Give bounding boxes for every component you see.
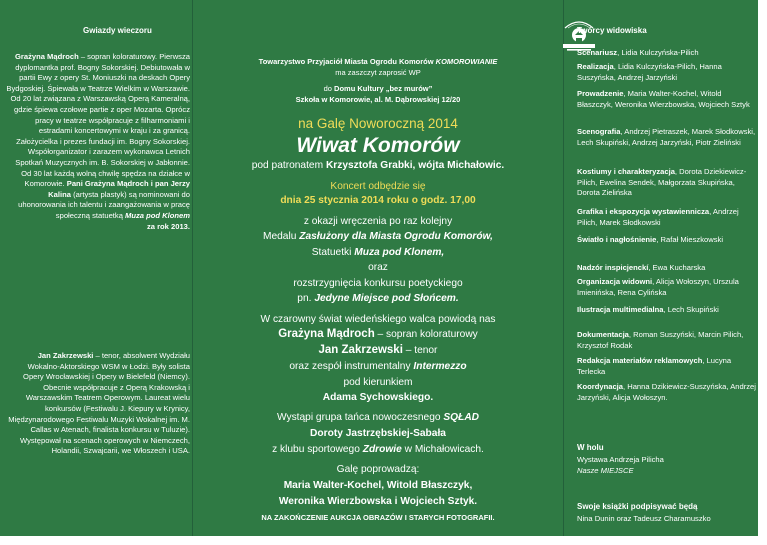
- credit-prowadzenie: Prowadzenie, Maria Walter-Kochel, Witold Błaszczyk, Weronika Wierzbowska, Wojciech Sztyk: [577, 89, 750, 109]
- credit-redakcja: Redakcja materiałów reklamowych, Lucyna Terlecka: [577, 356, 732, 376]
- waltz-line: W czarowny świat wiedeńskiego walca powiodą nas: [260, 314, 496, 325]
- dance-line: Wystąpi grupa tańca nowoczesnego SQŁAD: [276, 412, 480, 423]
- direction-line: pod kierunkiem: [343, 377, 413, 388]
- venue-line: do Domu Kultury „bez murów”: [323, 84, 433, 93]
- occasion-line: z okazji wręczenia po raz kolejny: [303, 216, 453, 227]
- books-heading: Swoje książki podpisywać będą: [577, 502, 698, 511]
- director-name: Adama Sychowskiego.: [322, 392, 434, 403]
- contest-name: Jedyne Miejsce pod Słońcem.: [314, 293, 459, 304]
- concert-date: dnia 25 stycznia 2014 roku o godz. 17,00: [280, 195, 476, 206]
- hall-exhibition: Wystawa Andrzeja Pilicha: [577, 455, 664, 464]
- statuette-line: Statuetki Muza pod Klonem,: [311, 247, 445, 258]
- singer2-name: Jan Zakrzewski: [318, 344, 403, 356]
- credit-scenariusz: Scenariusz, Lidia Kulczyńska-Pilich: [577, 48, 699, 57]
- credit-realizacja: Realizacja, Lidia Kulczyńska-Pilich, Hanna Suszyńska, Andrzej Jarzyński: [577, 62, 722, 82]
- credit-dokumentacja: Dokumentacja, Roman Suszyński, Marcin Pilich, Krzysztof Rodak: [577, 330, 744, 350]
- dance-lead: Doroty Jastrzębskiej-Sabała: [310, 428, 446, 439]
- hall-heading: W holu: [577, 443, 604, 452]
- bio2-text: – tenor, absolwent Wydziału Wokalno-Aktorskiego WSM w Łodzi. Były solista Opery Wrocławskiej i Opery w Bielefeld (Niemcy). Obecnie współpracuje z Operą Krakowską i Warszawskim Teatrem Operowym. Laureat wielu konkursów (Festiwalu J. Kiepury w Krynicy, Międzynarodowego Festiwalu Muzyki Wokalnej im. M. Callas w Atenach, finalista konkursu w Tuluzie). Występował na scenach operowych w Niemczech, Holandii, Szwajcarii, we Włoszech i USA.: [8, 351, 190, 456]
- credits-heading: Twórcy widowiska: [577, 26, 647, 35]
- hall-exhibition-title: Nasze MIEJSCE: [577, 466, 634, 475]
- ensemble-line: oraz zespół instrumentalny Intermezzo: [289, 361, 467, 372]
- bio1-text: – sopran koloraturowy. Pierwsza dyplomantka prof. Bogny Sokorskiej. Debiutowała w partii Ewy z opery St. Moniuszki na deskach Opery Bydgoskiej. Śpiewała w Teatrze Wielkim w Warszawie. Od 20 lat związana z Warszawską Operą Kameralną, gdzie śpiewa czołowe partie z oper Mozarta. Oprócz pracy w teatrze współpracuje z filharmoniami i estradami koncertowymi w kraju i za granicą. Założycielka i prezes fundacji im. Bogny Sokorskiej. Współorganizator i zarazem wykonawca Letnich Spotkań Muzycznych im. B. Sokorskiej w Jabłonnie. Od 30 lat każdą wolną chwilę spędza na działce w Komorowie.: [6, 52, 190, 189]
- credit-swiatlo: Światło i nagłośnienie, Rafał Mieszkowski: [577, 235, 723, 244]
- dance-group: SQŁAD: [443, 412, 480, 423]
- concert-line: Koncert odbędzie się: [330, 181, 426, 192]
- bio1-name: Grażyna Mądroch: [14, 52, 79, 61]
- statuette-name: Muza pod Klonem,: [354, 247, 445, 258]
- contest-name-line: pn. Jedyne Miejsce pod Słońcem.: [297, 293, 459, 304]
- bio-jan-zakrzewski: [6, 351, 190, 457]
- singer1-name: Grażyna Mądroch: [278, 328, 375, 340]
- gala-title: na Galę Noworoczną 2014: [298, 116, 458, 131]
- medal-name: Zasłużony dla Miasta Ogrodu Komorów,: [299, 231, 494, 242]
- venue-name: Domu Kultury „bez murów”: [334, 84, 433, 93]
- bio1-award-mid: (artysta plastyk) są nominowani do uhonorowania ich talentu i zaangażowania w pracę społeczną statuetką: [18, 189, 190, 220]
- patronage-line: pod patronatem Krzysztofa Grabki, wójta Michałowic.: [251, 160, 505, 171]
- credit-ilustracja: Ilustracja multimedialna, Lech Skupiński: [577, 305, 719, 314]
- singer1-line: Grażyna Mądroch – sopran koloraturowy: [278, 328, 478, 340]
- fold-line-left: [192, 0, 193, 536]
- hosts-line-1: Maria Walter-Kochel, Witold Błaszczyk,: [283, 480, 473, 491]
- credit-grafika: Grafika i ekspozycja wystawiennicza, Andrzej Pilich, Marek Słodkowski: [577, 207, 739, 227]
- organizer-name: KOMOROWIANIE: [435, 57, 498, 66]
- club-line: z klubu sportowego Zdrowie w Michałowicach.: [272, 444, 484, 455]
- books-authors: Nina Dunin oraz Tadeusz Charamuszko: [577, 514, 711, 523]
- singer2-line: Jan Zakrzewski – tenor: [318, 344, 438, 356]
- stars-heading: Gwiazdy wieczoru: [83, 26, 152, 35]
- contest-line: rozstrzygnięcia konkursu poetyckiego: [293, 278, 463, 289]
- dance-lead-line: [197, 427, 559, 440]
- credit-kostiumy: Kostiumy i charakteryzacja, Dorota Dziekiewicz-Pilich, Ewelina Sendek, Małgorzata Skupińska, Dorota Zielińska: [577, 167, 747, 198]
- hosts-intro: Galę poprowadzą:: [336, 464, 420, 475]
- patron-name: Krzysztofa Grabki, wójta Michałowic.: [325, 160, 505, 171]
- credit-koordynacja: Koordynacja, Hanna Dzikiewicz-Suszyńska, Andrzej Jarzyński, Alicja Wołoszyn.: [577, 382, 756, 402]
- bio1-award-title: Muza pod Klonem: [125, 210, 190, 220]
- fold-line-right: [563, 0, 564, 536]
- organizer: Towarzystwo Przyjaciół Miasta Ogrodu Komorów: [258, 57, 434, 66]
- organizer-line: [197, 57, 559, 67]
- event-headline: Wiwat Komorów: [296, 134, 460, 157]
- bio-grazyna-madroch: [6, 52, 190, 232]
- and-line: oraz: [368, 262, 388, 273]
- medal-line: Medalu Zasłużony dla Miasta Ogrodu Komorów,: [262, 231, 494, 242]
- bio1-award-pre: Pani Grażyna Mądroch i pan Jerzy Kalina: [48, 179, 190, 199]
- invite-line: ma zaszczyt zaprosić WP: [335, 68, 421, 77]
- credit-organizacja: Organizacja widowni, Alicja Wołoszyn, Urszula Imienińska, Rena Cylińska: [577, 277, 739, 297]
- hosts-line-2: Weronika Wierzbowska i Wojciech Sztyk.: [278, 496, 478, 507]
- bio2-name: Jan Zakrzewski: [37, 351, 94, 360]
- ensemble-name: Intermezzo: [413, 361, 467, 372]
- bio1-award-year: za rok 2013.: [146, 221, 190, 231]
- director-line: [197, 391, 559, 404]
- credit-nadzor: Nadzór inspicjenckí, Ewa Kucharska: [577, 263, 706, 272]
- club-name: Zdrowie: [362, 444, 402, 455]
- venue-address: Szkoła w Komorowie, al. M. Dąbrowskiej 12/20: [295, 95, 461, 104]
- closing-auction: NA ZAKOŃCZENIE AUKCJA OBRAZÓW I STARYCH FOTOGRAFII.: [261, 513, 495, 522]
- credit-scenografia: Scenografia, Andrzej Pietraszek, Marek Słodkowski, Lech Skupiński, Andrzej Jarzyński, Piotr Zieliński: [577, 127, 756, 147]
